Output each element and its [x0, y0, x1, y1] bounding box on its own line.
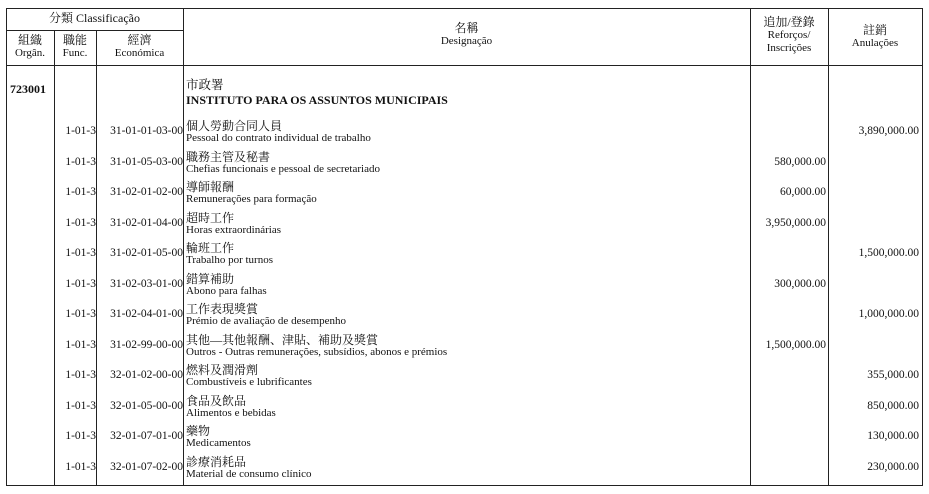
classification-divider [6, 30, 183, 31]
func-code: 1-01-3 [65, 125, 96, 137]
econ-code: 31-02-01-04-00 [110, 217, 183, 229]
designation-pt: Outros - Outras remunerações, subsídios, abonos e prémios [186, 346, 448, 358]
anulacoes-value: 355,000.00 [867, 369, 919, 381]
econ-code: 32-01-05-00-00 [110, 400, 183, 412]
designation-pt: Combustíveis e lubrificantes [186, 376, 312, 388]
designation-pt: Alimentos e bebidas [186, 407, 276, 419]
header-classification: 分類 Classificação [49, 11, 140, 25]
header-reforcos: 追加/登錄 Reforços/ Inscrições [763, 15, 815, 54]
econ-code: 32-01-07-01-00 [110, 430, 183, 442]
designation-pt: Pessoal do contrato individual de trabalho [186, 132, 371, 144]
table-row [6, 453, 923, 484]
designation-pt: Prémio de avaliação de desempenho [186, 315, 347, 327]
table-row [6, 361, 923, 392]
header-anulacoes: 註銷 Anulações [851, 23, 899, 49]
func-code: 1-01-3 [65, 461, 96, 473]
anulacoes-value: 1,000,000.00 [858, 308, 919, 320]
designation-zh: 工作表現獎賞 [186, 302, 259, 316]
budget-table [6, 8, 923, 486]
func-code: 1-01-3 [65, 278, 96, 290]
reforcos-value: 580,000.00 [774, 156, 826, 168]
reforcos-value: 1,500,000.00 [765, 339, 826, 351]
designation-pt: Abono para falhas [186, 285, 267, 297]
table-row [6, 148, 923, 179]
organ-code: 723001 [10, 82, 46, 96]
table-row [6, 209, 923, 240]
table-top-border [6, 8, 923, 9]
reforcos-value: 3,950,000.00 [765, 217, 826, 229]
table-row [6, 422, 923, 453]
header-organ: 組織 Orgân. [14, 33, 46, 59]
func-code: 1-01-3 [65, 339, 96, 351]
designation-pt: Remunerações para formação [186, 193, 317, 205]
reforcos-value: 60,000.00 [780, 186, 826, 198]
anulacoes-value: 230,000.00 [867, 461, 919, 473]
table-row [6, 270, 923, 301]
header-econ: 經濟 Económica [114, 33, 165, 59]
anulacoes-value: 850,000.00 [867, 400, 919, 412]
econ-code: 32-01-02-00-00 [110, 369, 183, 381]
func-code: 1-01-3 [65, 369, 96, 381]
econ-code: 31-02-99-00-00 [110, 339, 183, 351]
designation-zh: 導師報酬 [186, 180, 235, 194]
func-code: 1-01-3 [65, 217, 96, 229]
header-bottom-line [6, 65, 923, 66]
econ-code: 31-01-01-03-00 [110, 125, 183, 137]
econ-code: 31-02-04-01-00 [110, 308, 183, 320]
reforcos-value: 300,000.00 [774, 278, 826, 290]
table-row [6, 239, 923, 270]
econ-code: 31-01-05-03-00 [110, 156, 183, 168]
anulacoes-value: 3,890,000.00 [858, 125, 919, 137]
func-code: 1-01-3 [65, 247, 96, 259]
table-row [6, 300, 923, 331]
institute-name-pt: INSTITUTO PARA OS ASSUNTOS MUNICIPAIS [186, 93, 448, 107]
func-code: 1-01-3 [65, 430, 96, 442]
designation-pt: Material de consumo clínico [186, 468, 312, 480]
designation-pt: Horas extraordinárias [186, 224, 281, 236]
designation-zh: 藥物 [186, 424, 211, 438]
table-row [6, 392, 923, 423]
econ-code: 31-02-01-02-00 [110, 186, 183, 198]
designation-zh: 超時工作 [186, 211, 235, 225]
table-row [6, 178, 923, 209]
institute-name-zh: 市政署 [186, 78, 224, 92]
anulacoes-value: 130,000.00 [867, 430, 919, 442]
designation-zh: 燃料及潤滑劑 [186, 363, 259, 377]
designation-zh: 錯算補助 [186, 272, 235, 286]
table-row [6, 117, 923, 148]
func-code: 1-01-3 [65, 186, 96, 198]
anulacoes-value: 1,500,000.00 [858, 247, 919, 259]
designation-zh: 其他—其他報酬、津貼、補助及獎賞 [186, 333, 379, 347]
table-row [6, 331, 923, 362]
econ-code: 31-02-01-05-00 [110, 247, 183, 259]
econ-code: 32-01-07-02-00 [110, 461, 183, 473]
designation-zh: 職務主管及秘書 [186, 150, 271, 164]
designation-zh: 食品及飲品 [186, 394, 247, 408]
header-func: 職能 Func. [62, 33, 88, 59]
designation-pt: Chefias funcionais e pessoal de secretariado [186, 163, 380, 175]
designation-pt: Medicamentos [186, 437, 251, 449]
func-code: 1-01-3 [65, 400, 96, 412]
func-code: 1-01-3 [65, 156, 96, 168]
designation-pt: Trabalho por turnos [186, 254, 273, 266]
table-bottom-border [6, 485, 923, 486]
econ-code: 31-02-03-01-00 [110, 278, 183, 290]
designation-zh: 個人勞動合同人員 [186, 119, 283, 133]
designation-zh: 輪班工作 [186, 241, 235, 255]
header-designation: 名稱 Designação [440, 21, 493, 47]
func-code: 1-01-3 [65, 308, 96, 320]
designation-zh: 診療消耗品 [186, 455, 247, 469]
